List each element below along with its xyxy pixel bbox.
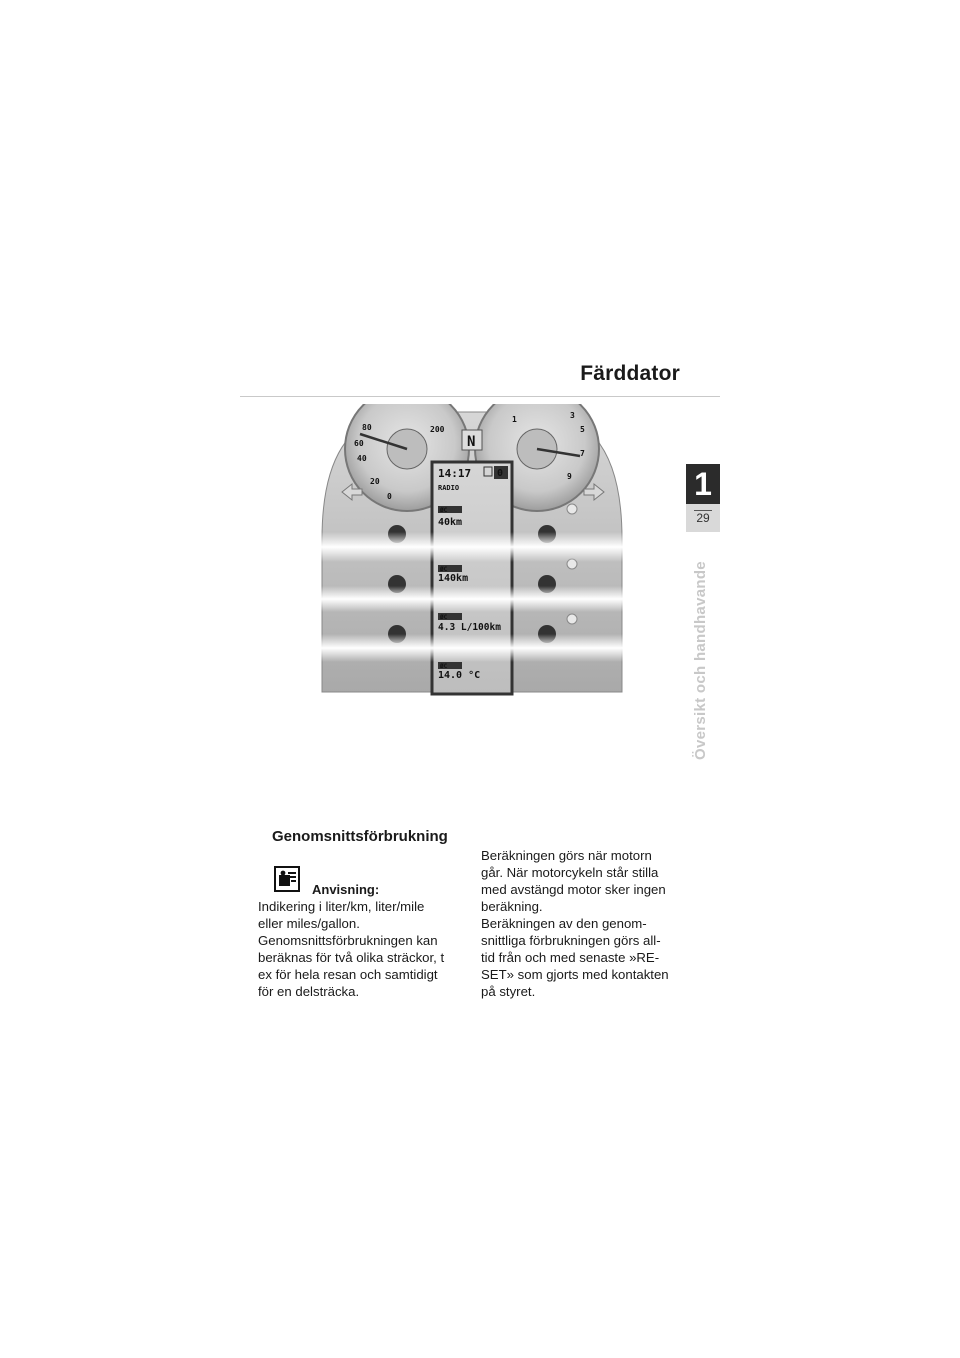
lcd-trip-value: 40km [438, 517, 463, 528]
note-icon [274, 866, 300, 892]
gauge-label: 7 [580, 449, 585, 458]
gear-indicator: N [467, 434, 476, 450]
gauge-label: 1 [512, 415, 517, 424]
section-heading: Genomsnittsförbrukning [272, 828, 448, 845]
lcd-range-value: 140km [438, 573, 469, 584]
chapter-number: 1 [694, 466, 712, 502]
gauge-label: 0 [387, 492, 392, 501]
gauge-label: 200 [430, 425, 445, 434]
instrument-cluster-illustration [312, 404, 632, 696]
gauge-label: 20 [370, 477, 380, 486]
side-label: Översikt och handhavande [692, 561, 709, 760]
lcd-time: 14:17 [438, 467, 472, 480]
page-number: 29 [696, 511, 710, 525]
svg-text:ØC: ØC [440, 663, 448, 670]
lcd-temperature-value: 14.0 °C [438, 670, 481, 681]
page-title: Färddator [580, 362, 680, 385]
gauge-label: 5 [580, 425, 585, 434]
lcd-consumption-value: 4.3 L/100km [438, 622, 501, 633]
svg-text:ØC: ØC [440, 614, 448, 621]
note-label: Anvisning: [312, 882, 380, 897]
calculation-body-text: Beräkningen görs när motorn går. När motorcykeln står stilla med avstängd motor sker ingen beräkning. Beräkningen av den genom- snittliga förbrukningen görs all- tid från och med senaste »RE- SET» som gjorts med kontakten på styret. [481, 848, 669, 999]
gauge-label: 40 [357, 454, 367, 463]
svg-text:0: 0 [497, 468, 504, 479]
gauge-label: 60 [354, 439, 364, 448]
title-rule [240, 396, 720, 397]
gauge-label: 80 [362, 423, 372, 432]
note-body-text: Indikering i liter/km, liter/mile eller miles/gallon. Genomsnittsförbrukningen kan beräknas för två olika sträckor, t ex för hela resan och samtidigt för en delsträcka. [258, 899, 445, 999]
instrument-figure [312, 404, 632, 696]
lcd-radio-label: RADIO [438, 484, 460, 492]
gauge-label: 3 [570, 411, 575, 420]
svg-text:ØC: ØC [440, 566, 448, 573]
gauge-label: 9 [567, 472, 572, 481]
lcd-mode-label: ØC [440, 507, 448, 514]
chapter-tab [686, 464, 720, 532]
